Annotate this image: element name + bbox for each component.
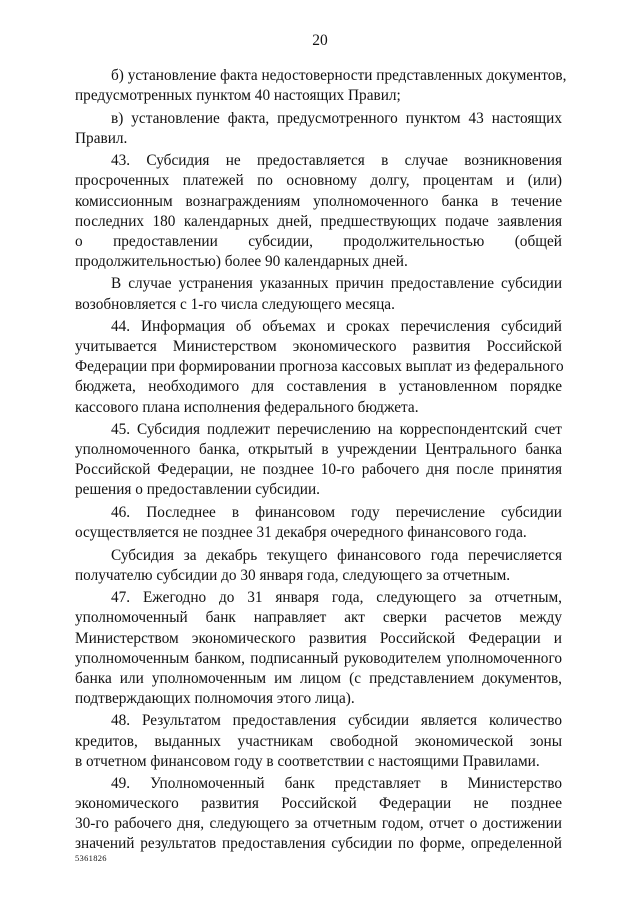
text-line: Российской Федерации, не позднее 10-го рабочего дня после принятия: [75, 461, 562, 479]
text-line: продолжительностью) более 90 календарных дней.: [75, 252, 408, 270]
text-line: б) установление факта недостоверности представленных документов,: [111, 67, 567, 84]
paragraph-44: [75, 317, 562, 417]
page-number: 20: [312, 32, 328, 49]
paragraph-47: [75, 588, 562, 709]
paragraph-46-december: [75, 546, 562, 586]
paragraph-48: [75, 711, 562, 771]
text-line: последних 180 календарных дней, предшествующих подаче заявления: [75, 212, 562, 230]
text-line: комиссионным вознаграждениям уполномоченного банка в течение: [75, 192, 562, 210]
text-line: решения о предоставлении субсидии.: [75, 481, 320, 499]
text-line: бюджета, необходимого для составления в установленном порядке: [75, 378, 562, 396]
paragraph-b: [75, 66, 567, 106]
text-line: 30-го рабочего дня, следующего за отчетным годом, отчет о достижении: [75, 815, 562, 833]
paragraph-v: [75, 109, 562, 149]
text-line: в отчетном финансовом году в соответствии с настоящими Правилами.: [75, 752, 540, 770]
text-line: банка или уполномоченным им лицом (с представлением документов,: [75, 669, 562, 687]
text-line: 47. Ежегодно до 31 января года, следующего за отчетным,: [111, 589, 562, 607]
paragraph-46: [75, 503, 562, 543]
text-line: экономического развития Российской Федерации не позднее: [75, 795, 562, 813]
document-body: [75, 66, 567, 857]
text-line: Федерации при формировании прогноза кассовых выплат из федерального: [75, 358, 564, 376]
text-line: 48. Результатом предоставления субсидии является количество: [111, 712, 562, 730]
text-line: значений результатов предоставления субсидии по форме, определенной: [75, 835, 562, 853]
paragraph-49: [75, 774, 562, 854]
text-line: кредитов, выданных участникам свободной экономической зоны: [75, 732, 562, 750]
text-line: возобновляется с 1-го числа следующего месяца.: [75, 295, 395, 313]
text-line: 45. Субсидия подлежит перечислению на корреспондентский счет: [111, 421, 562, 439]
text-line: 46. Последнее в финансовом году перечисление субсидии: [111, 503, 562, 521]
text-line: предусмотренных пунктом 40 настоящих Правил;: [75, 87, 401, 105]
text-line: подтверждающих полномочия этого лица).: [75, 689, 355, 707]
text-line: Правил.: [75, 129, 128, 147]
text-line: о предоставлении субсидии, продолжительностью (общей: [75, 232, 562, 250]
text-line: получателю субсидии до 30 января года, следующего за отчетным.: [75, 566, 511, 584]
text-line: 44. Информация об объемах и сроках перечисления субсидий: [111, 318, 562, 336]
text-line: 43. Субсидия не предоставляется в случае возникновения: [111, 152, 562, 170]
text-line: В случае устранения указанных причин предоставление субсидии: [111, 275, 562, 293]
text-line: осуществляется не позднее 31 декабря очередного финансового года.: [75, 524, 527, 542]
text-line: уполномоченным банком, подписанный руководителем уполномоченного: [75, 649, 562, 667]
text-line: просроченных платежей по основному долгу, процентам и (или): [75, 172, 562, 190]
document-code: 5361826: [75, 853, 107, 863]
paragraph-45: [75, 420, 562, 500]
text-line: уполномоченный банк направляет акт сверки расчетов между: [75, 609, 562, 627]
text-line: учитывается Министерством экономического развития Российской: [75, 338, 562, 356]
text-line: 49. Уполномоченный банк представляет в Министерство: [111, 775, 562, 793]
text-line: уполномоченного банка, открытый в учреждении Центрального банка: [75, 441, 562, 459]
paragraph-43: [75, 151, 562, 272]
text-line: Субсидия за декабрь текущего финансового года перечисляется: [111, 546, 562, 564]
text-line: кассового плана исполнения федерального бюджета.: [75, 398, 419, 416]
text-line: в) установление факта, предусмотренного пунктом 43 настоящих: [111, 109, 562, 127]
paragraph-43-resume: [75, 274, 562, 314]
text-line: Министерством экономического развития Российской Федерации и: [75, 629, 562, 647]
